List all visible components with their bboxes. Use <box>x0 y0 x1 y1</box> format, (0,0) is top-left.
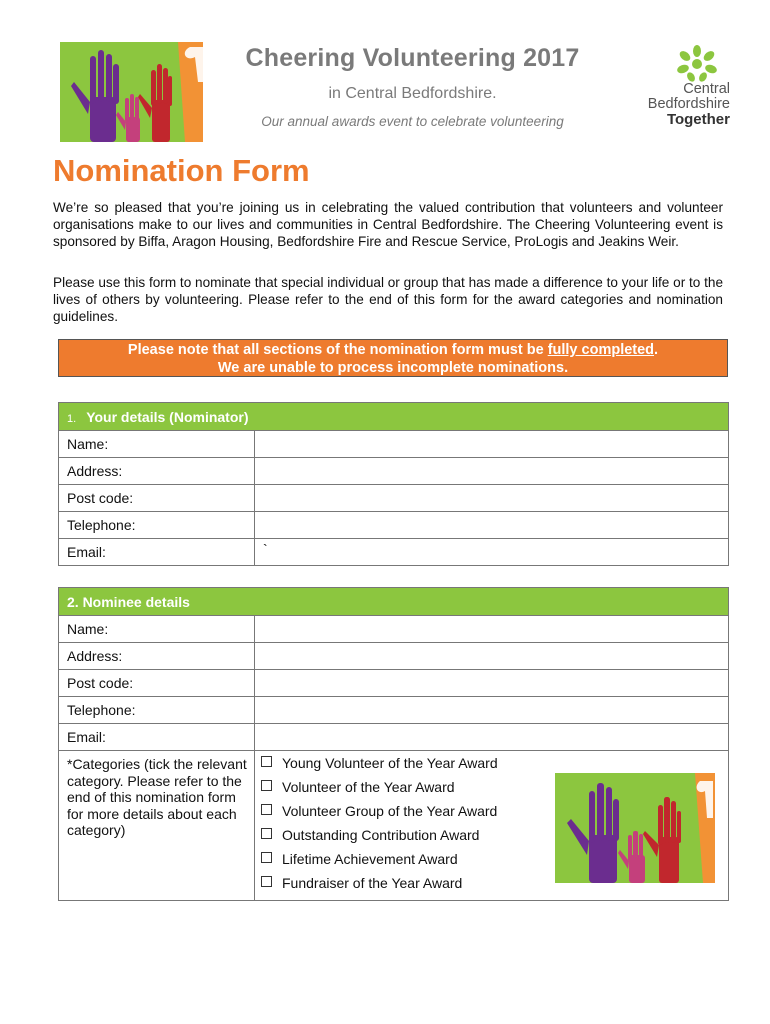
nominator-address-label: Address: <box>59 458 255 485</box>
category-label: Lifetime Achievement Award <box>282 851 458 867</box>
nominee-telephone-field[interactable] <box>255 697 729 724</box>
checkbox-icon[interactable] <box>261 780 272 791</box>
category-label: Young Volunteer of the Year Award <box>282 755 498 771</box>
table-row <box>59 458 729 485</box>
intro-paragraph-2: Please use this form to nominate that special individual or group that has made a difference to your life or to the lives of others by volunteering. Please refer to the end of this form for the award categories and nomination guidelines. <box>53 275 724 324</box>
nominee-email-label: Email: <box>59 724 255 751</box>
table-row <box>59 485 729 512</box>
section2-header <box>59 588 729 616</box>
event-header <box>215 44 610 129</box>
table-row <box>59 616 729 643</box>
hands-logo-image <box>60 42 203 142</box>
nominator-email-value: ` <box>263 541 268 557</box>
table-row <box>59 670 729 697</box>
nominator-postcode-field[interactable] <box>255 485 729 512</box>
nominator-details-table <box>58 402 729 566</box>
nominator-name-label: Name: <box>59 431 255 458</box>
notice-line-1-suffix: . <box>654 342 659 358</box>
category-label: Volunteer Group of the Year Award <box>282 803 498 819</box>
nominator-telephone-label: Telephone: <box>59 512 255 539</box>
nominee-address-label: Address: <box>59 643 255 670</box>
categories-label: *Categories (tick the relevant category. Please refer to the end of this nomination form for more details about each category) <box>59 751 255 901</box>
nominee-postcode-label: Post code: <box>59 670 255 697</box>
hands-decorative-image <box>555 773 715 883</box>
table-row <box>59 643 729 670</box>
notice-line-1 <box>59 341 727 359</box>
section1-title: Your details (Nominator) <box>86 408 249 425</box>
checkbox-icon[interactable] <box>261 828 272 839</box>
nominator-name-field[interactable] <box>255 431 729 458</box>
org-logo-line3: Together <box>666 111 730 128</box>
section2-title: 2. Nominee details <box>67 593 190 610</box>
form-title: Nomination Form <box>53 153 310 188</box>
nominee-telephone-label: Telephone: <box>59 697 255 724</box>
flower-petals-icon <box>674 44 720 84</box>
nominator-email-field[interactable] <box>255 539 729 566</box>
nominee-name-label: Name: <box>59 616 255 643</box>
event-tagline: Our annual awards event to celebrate volunteering <box>261 114 564 129</box>
checkbox-icon[interactable] <box>261 852 272 863</box>
section1-header <box>59 403 729 431</box>
notice-banner <box>58 339 728 377</box>
checkbox-icon[interactable] <box>261 804 272 815</box>
table-row <box>59 724 729 751</box>
central-bedfordshire-together-logo <box>620 44 730 129</box>
nominator-address-field[interactable] <box>255 458 729 485</box>
org-logo-line2: Bedfordshire <box>647 96 730 112</box>
notice-line-2: We are unable to process incomplete nominations. <box>217 360 569 376</box>
event-subtitle: in Central Bedfordshire. <box>328 85 497 102</box>
checkbox-icon[interactable] <box>261 756 272 767</box>
table-row <box>59 539 729 566</box>
org-logo-line1: Central <box>683 81 730 97</box>
nominator-telephone-field[interactable] <box>255 512 729 539</box>
category-label: Outstanding Contribution Award <box>282 827 480 843</box>
nominee-address-field[interactable] <box>255 643 729 670</box>
table-row <box>59 512 729 539</box>
checkbox-icon[interactable] <box>261 876 272 887</box>
section1-number: 1. <box>67 412 77 425</box>
notice-line-1-prefix: Please note that all sections of the nomination form must be <box>127 342 548 358</box>
nominee-email-field[interactable] <box>255 724 729 751</box>
notice-emphasis: fully completed <box>547 342 655 358</box>
category-label: Fundraiser of the Year Award <box>282 875 463 891</box>
event-title: Cheering Volunteering 2017 <box>245 44 580 72</box>
nominator-postcode-label: Post code: <box>59 485 255 512</box>
table-row <box>59 697 729 724</box>
category-label: Volunteer of the Year Award <box>282 779 455 795</box>
nominator-email-label: Email: <box>59 539 255 566</box>
nominee-name-field[interactable] <box>255 616 729 643</box>
intro-paragraph-1: We’re so pleased that you’re joining us in celebrating the valued contribution that volunteers and volunteer organisations make to our lives and communities in Central Bedfordshire. The Cheering Volunteering event is sponsored by Biffa, Aragon Housing, Bedfordshire Fire and Rescue Service, ProLogis and Jeakins Weir. <box>53 200 723 249</box>
nominee-postcode-field[interactable] <box>255 670 729 697</box>
table-row <box>59 431 729 458</box>
